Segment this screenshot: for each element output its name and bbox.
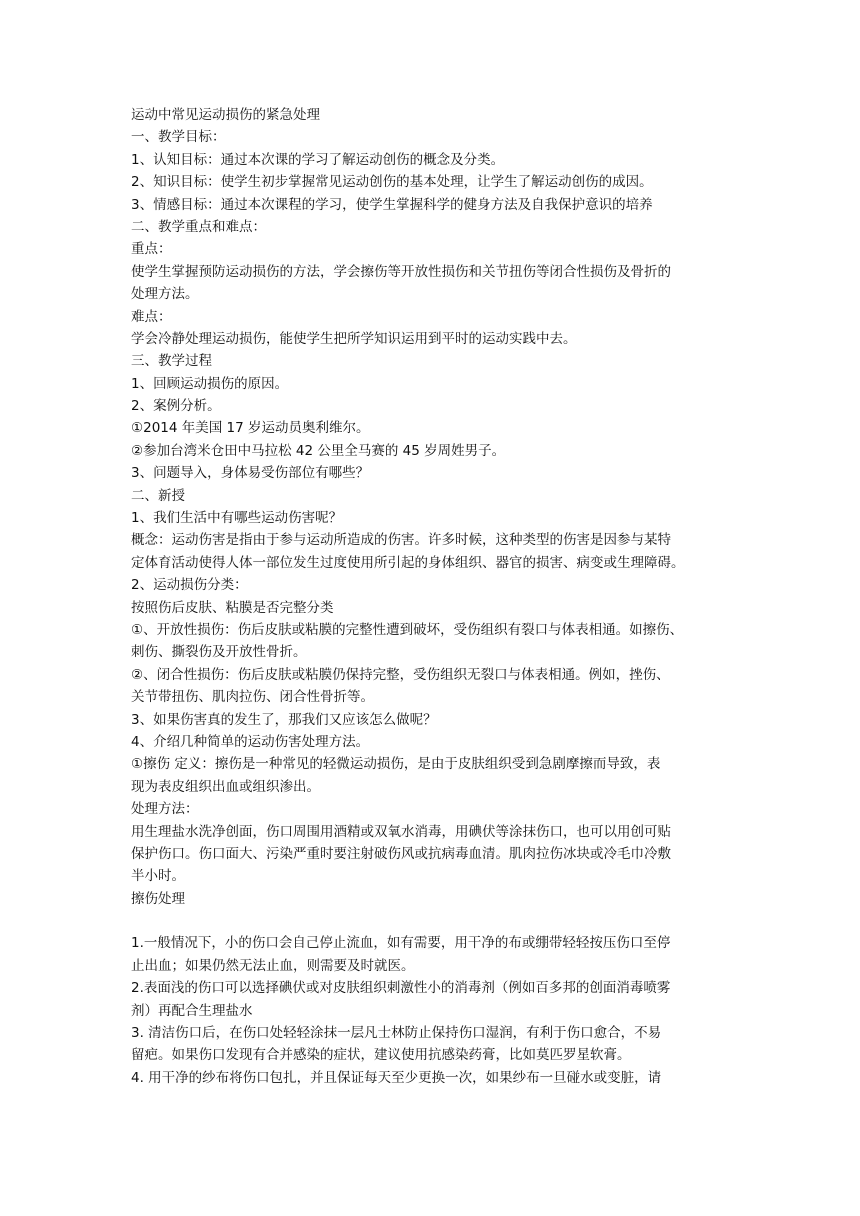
text-line: ②、闭合性损伤：伤后皮肤或粘膜仍保持完整，受伤组织无裂口与体表相通。例如，挫伤、 <box>131 666 670 683</box>
text-line: ①擦伤 定义：擦伤是一种常见的轻微运动损伤，是由于皮肤组织受到急剧摩擦而导致，表 <box>131 756 661 773</box>
text-line: 用生理盐水洗净创面，伤口周围用酒精或双氧水消毒，用碘伏等涂抹伤口，也可以用创可贴 <box>131 823 671 840</box>
text-line: 关节带扭伤、肌肉拉伤、闭合性骨折等。 <box>131 689 374 706</box>
text-line: 处理方法。 <box>131 286 199 303</box>
text-line: 1.一般情况下，小的伤口会自己停止流血，如有需要，用干净的布或绷带轻轻按压伤口至停 <box>131 935 671 952</box>
text-line: 留疤。如果伤口发现有合并感染的症状，建议使用抗感染药膏，比如莫匹罗星软膏。 <box>131 1047 631 1064</box>
text-line: 2、运动损伤分类： <box>131 577 248 594</box>
text-line: 擦伤处理 <box>131 890 185 907</box>
text-line: 刺伤、撕裂伤及开放性骨折。 <box>131 644 307 661</box>
text-line <box>131 910 731 932</box>
text-line: 3. 清洁伤口后，在伤口处轻轻涂抹一层凡士林防止保持伤口湿润，有利于伤口愈合，不易 <box>131 1025 662 1042</box>
text-line: 二、教学重点和难点： <box>131 218 266 235</box>
text-line: 处理方法： <box>131 801 199 818</box>
text-line: 概念：运动伤害是指由于参与运动所造成的伤害。许多时候，这种类型的伤害是因参与某特 <box>131 532 671 549</box>
text-line: 二、新授 <box>131 487 185 504</box>
text-line: 按照伤后皮肤、粘膜是否完整分类 <box>131 599 334 616</box>
text-line: 3、问题导入，身体易受伤部位有哪些？ <box>131 465 370 482</box>
text-line: 4. 用干净的纱布将伤口包扎，并且保证每天至少更换一次，如果纱布一旦碰水或变脏，请 <box>131 1069 662 1086</box>
text-line: ②参加台湾米仓田中马拉松 42 公里全马赛的 45 岁周姓男子。 <box>131 442 506 459</box>
text-line: ①、开放性损伤：伤后皮肤或粘膜的完整性遭到破坏，受伤组织有裂口与体表相通。如擦伤、 <box>131 621 684 638</box>
text-line: 学会冷静处理运动损伤，能使学生把所学知识运用到平时的运动实践中去。 <box>131 330 577 347</box>
text-line: 定体育活动使得人体一部位发生过度使用所引起的身体组织、器官的损害、病变或生理障碍。 <box>131 554 685 571</box>
document-title: 运动中常见运动损伤的紧急处理 <box>131 107 320 123</box>
text-line: 难点： <box>131 308 172 325</box>
text-line: 2、案例分析。 <box>131 398 221 415</box>
text-line: 三、教学过程 <box>131 353 212 370</box>
text-line: 保护伤口。伤口面大、污染严重时要注射破伤风或抗病毒血清。肌肉拉伤冰块或冷毛巾冷敷 <box>131 845 671 862</box>
text-line: 1、回顾运动损伤的原因。 <box>131 375 289 392</box>
text-line: 止出血；如果仍然无法止血，则需要及时就医。 <box>131 957 415 974</box>
text-line: 重点： <box>131 241 172 258</box>
text-line: 剂）再配合生理盐水 <box>131 1002 253 1019</box>
text-line: ①2014 年美国 17 岁运动员奥利维尔。 <box>131 420 370 437</box>
text-line: 1、认知目标：通过本次课的学习了解运动创伤的概念及分类。 <box>131 151 505 168</box>
text-line: 2.表面浅的伤口可以选择碘伏或对皮肤组织刺激性小的消毒剂（例如百多邦的创面消毒喷雾 <box>131 980 671 997</box>
document-body <box>131 104 731 1089</box>
text-line: 使学生掌握预防运动损伤的方法，学会擦伤等开放性损伤和关节扭伤等闭合性损伤及骨折的 <box>131 263 671 280</box>
text-line: 3、情感目标：通过本次课程的学习，使学生掌握科学的健身方法及自我保护意识的培养 <box>131 196 653 213</box>
text-line: 一、教学目标： <box>131 129 226 146</box>
text-line: 2、知识目标：使学生初步掌握常见运动创伤的基本处理，让学生了解运动创伤的成因。 <box>131 174 653 191</box>
text-line: 半小时。 <box>131 868 185 885</box>
text-line: 3、如果伤害真的发生了，那我们又应该怎么做呢？ <box>131 711 437 728</box>
text-line: 4、介绍几种简单的运动伤害处理方法。 <box>131 733 370 750</box>
text-line: 1、我们生活中有哪些运动伤害呢？ <box>131 510 343 527</box>
text-line: 现为表皮组织出血或组织渗出。 <box>131 778 320 795</box>
